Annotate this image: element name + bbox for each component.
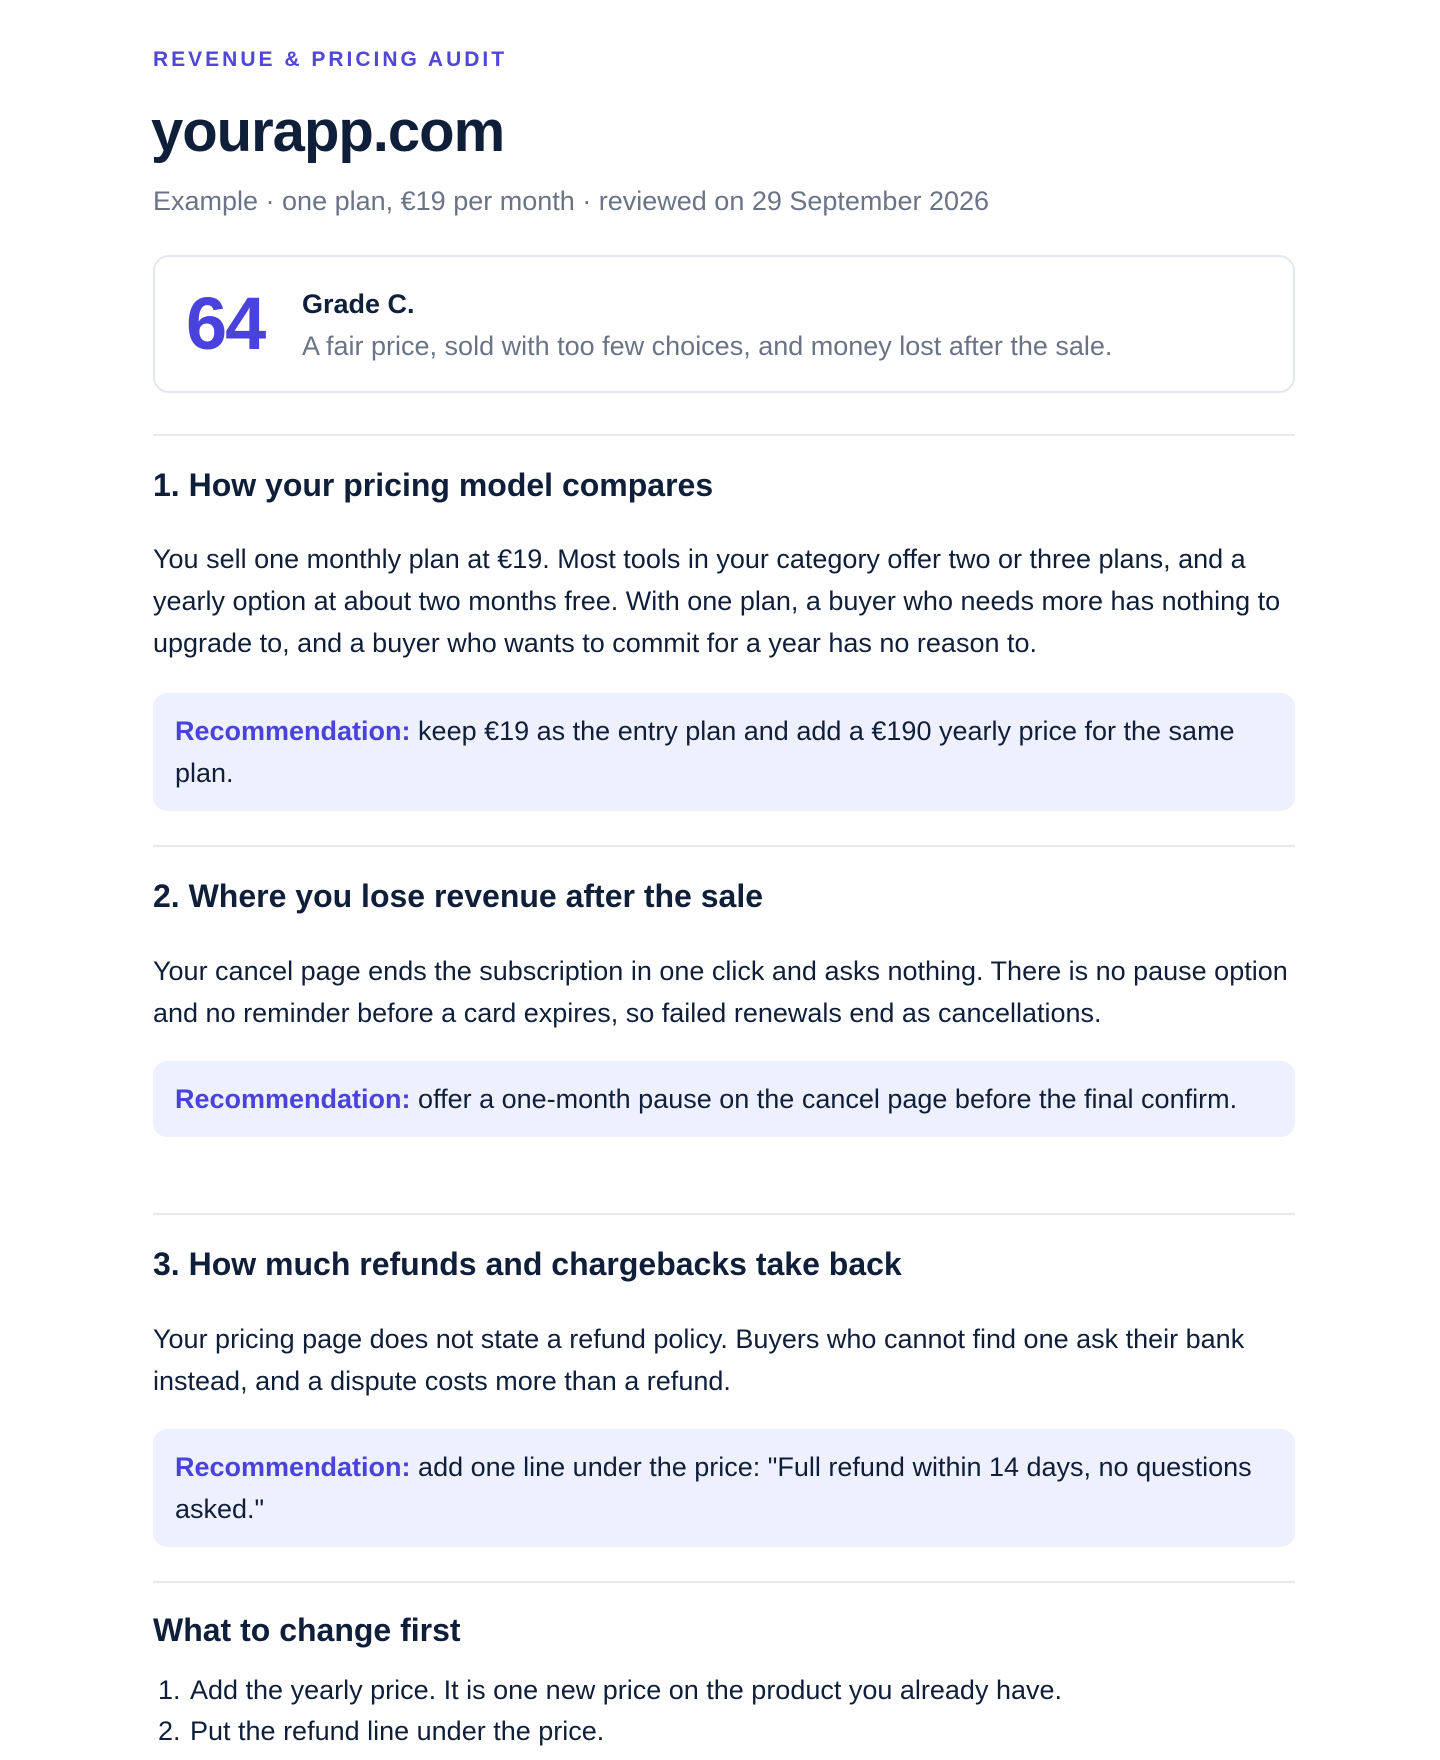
recommendation-label: Recommendation:	[175, 1452, 411, 1482]
score-value: 64	[186, 282, 265, 365]
recommendation-text: offer a one-month pause on the cancel page before the final confirm.	[418, 1084, 1238, 1114]
report-subtitle: Example · one plan, €19 per month · reviewed on 29 September 2026	[153, 186, 990, 216]
recommendation-box	[153, 1429, 1295, 1547]
priorities-title: What to change first	[153, 1612, 461, 1648]
section-body: Your cancel page ends the subscription in one click and asks nothing. There is no pause option and no reminder before a card expires, so failed renewals end as cancellations.	[153, 956, 1288, 1028]
score-grade: Grade C.	[302, 289, 415, 319]
divider	[153, 845, 1295, 847]
recommendation-label: Recommendation:	[175, 1084, 411, 1114]
report-eyebrow: REVENUE & PRICING AUDIT	[153, 48, 508, 71]
page-title: yourapp.com	[151, 99, 505, 164]
section-body: You sell one monthly plan at €19. Most tools in your category offer two or three plans, and a yearly option at about two months free. With one plan, a buyer who needs more has nothing to upgrade to, and a buyer who wants to commit for a year has no reason to.	[153, 544, 1281, 658]
recommendation-text: keep €19 as the entry plan and add a €190 yearly price for the same plan.	[175, 716, 1235, 788]
section-body: Your pricing page does not state a refund policy. Buyers who cannot find one ask their bank instead, and a dispute costs more than a refund.	[153, 1324, 1245, 1396]
divider	[153, 1581, 1295, 1583]
section-title: 3. How much refunds and chargebacks take back	[153, 1246, 902, 1282]
list-item	[153, 1670, 1062, 1711]
score-summary: A fair price, sold with too few choices, and money lost after the sale.	[302, 331, 1113, 361]
list-item-text: Add the yearly price. It is one new price on the product you already have.	[190, 1675, 1063, 1705]
recommendation-box	[153, 693, 1295, 811]
section-title: 2. Where you lose revenue after the sale	[153, 878, 764, 914]
divider	[153, 1213, 1295, 1215]
priorities-list	[153, 1670, 1062, 1752]
recommendation-box	[153, 1061, 1295, 1137]
recommendation-text: add one line under the price: "Full refund within 14 days, no questions asked."	[175, 1452, 1252, 1524]
score-card	[153, 255, 1295, 393]
divider	[153, 434, 1295, 436]
list-item-number: 2.	[158, 1716, 181, 1746]
list-item-number: 1.	[158, 1675, 181, 1705]
list-item-text: Put the refund line under the price.	[190, 1716, 605, 1746]
recommendation-label: Recommendation:	[175, 716, 411, 746]
section-title: 1. How your pricing model compares	[153, 467, 714, 503]
list-item	[153, 1711, 1062, 1752]
